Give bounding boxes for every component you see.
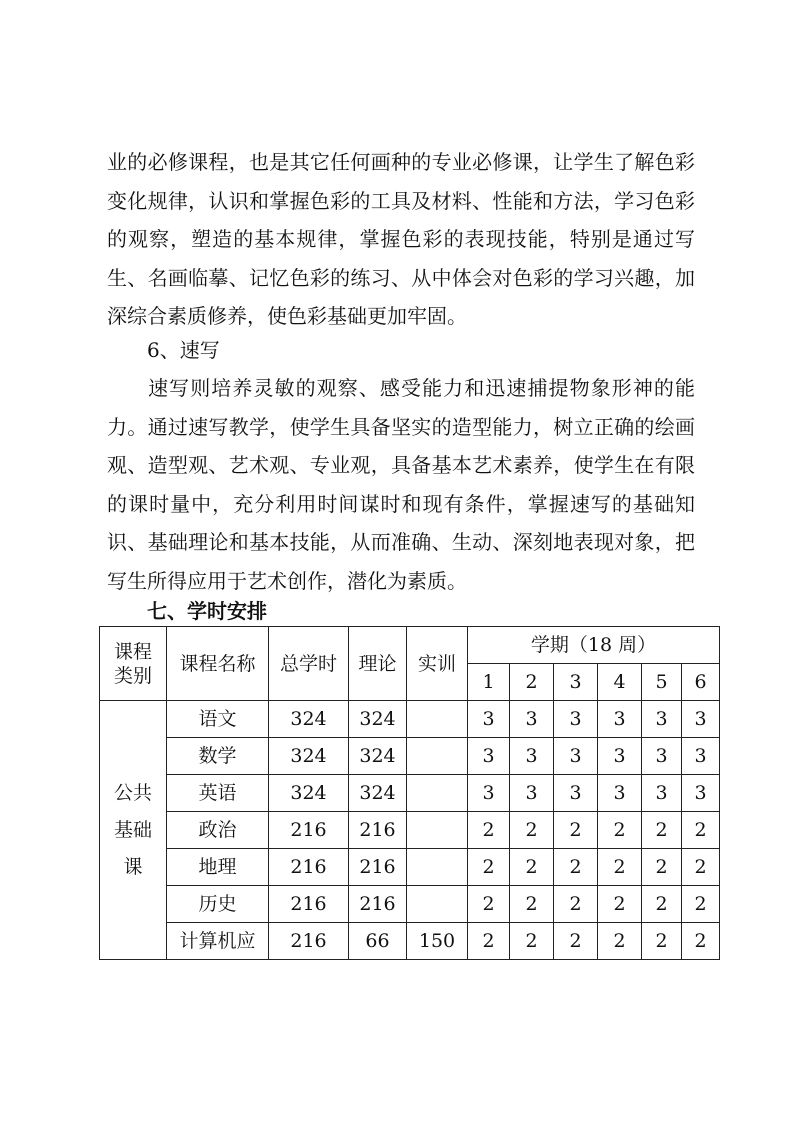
table-row (100, 849, 720, 886)
term-cell: 3 (554, 738, 598, 775)
term-cell: 3 (642, 701, 682, 738)
term-cell: 2 (598, 923, 642, 960)
practice-cell: 150 (407, 923, 468, 960)
term-cell: 3 (682, 701, 720, 738)
header-category: 课程类别 (100, 627, 167, 701)
theory-cell: 66 (349, 923, 407, 960)
term-cell: 3 (642, 738, 682, 775)
term-cell: 2 (468, 812, 510, 849)
term-cell: 2 (510, 886, 554, 923)
practice-cell (407, 849, 468, 886)
theory-cell: 324 (349, 738, 407, 775)
theory-cell: 216 (349, 886, 407, 923)
term-cell: 3 (598, 738, 642, 775)
table-row (100, 701, 720, 738)
term-cell: 2 (554, 886, 598, 923)
total-hours-cell: 216 (269, 923, 349, 960)
table-row (100, 812, 720, 849)
course-name-cell: 历史 (167, 886, 269, 923)
term-cell: 2 (554, 923, 598, 960)
term-cell: 3 (554, 775, 598, 812)
practice-cell (407, 812, 468, 849)
header-course-name: 课程名称 (167, 627, 269, 701)
header-term-3: 3 (554, 664, 598, 701)
course-name-cell: 政治 (167, 812, 269, 849)
term-cell: 2 (682, 849, 720, 886)
table-row (100, 886, 720, 923)
term-cell: 2 (468, 849, 510, 886)
paragraph-color-course: 业的必修课程，也是其它任何画种的专业必修课，让学生了解色彩变化规律，认识和掌握色彩的工具及材料、性能和方法，学习色彩的观察，塑造的基本规律，掌握色彩的表现技能，特别是通过写生、名画临摹、记忆色彩的练习、从中体会对色彩的学习兴趣，加深综合素质修养，使色彩基础更加牢固。 (107, 150, 695, 329)
term-cell: 2 (554, 812, 598, 849)
course-name-cell: 计算机应 (167, 923, 269, 960)
term-cell: 2 (682, 886, 720, 923)
header-semester: 学期（18 周） (468, 627, 720, 664)
term-cell: 2 (468, 886, 510, 923)
paragraph-sketching-text: 速写则培养灵敏的观察、感受能力和迅速捕提物象形神的能力。通过速写教学，使学生具备坚实的造型能力，树立正确的绘画观、造型观、艺术观、专业观，具备基本艺术素养，使学生在有限的课时量中，充分利用时间谋时和现有条件，掌握速写的基础知识、基础理论和基本技能，从而准确、生动、深刻地表现对象，把写生所得应用于艺术创作，潜化为素质。 (107, 376, 695, 593)
schedule-table (99, 626, 720, 960)
term-cell: 3 (468, 775, 510, 812)
header-total-hours: 总学时 (269, 627, 349, 701)
table-row (100, 923, 720, 960)
term-cell: 2 (598, 812, 642, 849)
course-name-cell: 地理 (167, 849, 269, 886)
total-hours-cell: 216 (269, 886, 349, 923)
practice-cell (407, 886, 468, 923)
term-cell: 3 (468, 738, 510, 775)
section-title-schedule: 七、学时安排 (147, 599, 267, 623)
term-cell: 2 (598, 886, 642, 923)
term-cell: 3 (468, 701, 510, 738)
heading-sketching: 6、速写 (147, 338, 220, 362)
total-hours-cell: 324 (269, 738, 349, 775)
theory-cell: 324 (349, 775, 407, 812)
paragraph-sketching (107, 369, 695, 601)
term-cell: 2 (468, 923, 510, 960)
term-cell: 2 (598, 849, 642, 886)
term-cell: 3 (642, 775, 682, 812)
term-cell: 3 (682, 738, 720, 775)
header-term-2: 2 (510, 664, 554, 701)
header-theory: 理论 (349, 627, 407, 701)
term-cell: 2 (642, 886, 682, 923)
term-cell: 2 (510, 849, 554, 886)
header-term-1: 1 (468, 664, 510, 701)
term-cell: 3 (510, 775, 554, 812)
term-cell: 3 (598, 701, 642, 738)
total-hours-cell: 324 (269, 701, 349, 738)
theory-cell: 324 (349, 701, 407, 738)
term-cell: 2 (510, 923, 554, 960)
total-hours-cell: 216 (269, 849, 349, 886)
term-cell: 3 (510, 738, 554, 775)
category-cell: 公共基础课 (100, 701, 167, 960)
term-cell: 2 (510, 812, 554, 849)
term-cell: 2 (682, 812, 720, 849)
header-term-4: 4 (598, 664, 642, 701)
term-cell: 2 (682, 923, 720, 960)
table-header-row (100, 627, 720, 664)
term-cell: 2 (642, 812, 682, 849)
theory-cell: 216 (349, 812, 407, 849)
practice-cell (407, 701, 468, 738)
table-row (100, 738, 720, 775)
header-term-5: 5 (642, 664, 682, 701)
practice-cell (407, 775, 468, 812)
header-practice: 实训 (407, 627, 468, 701)
course-name-cell: 数学 (167, 738, 269, 775)
table-row (100, 775, 720, 812)
term-cell: 2 (642, 923, 682, 960)
term-cell: 3 (598, 775, 642, 812)
practice-cell (407, 738, 468, 775)
course-name-cell: 语文 (167, 701, 269, 738)
total-hours-cell: 216 (269, 812, 349, 849)
term-cell: 3 (554, 701, 598, 738)
theory-cell: 216 (349, 849, 407, 886)
term-cell: 3 (510, 701, 554, 738)
term-cell: 2 (554, 849, 598, 886)
course-name-cell: 英语 (167, 775, 269, 812)
term-cell: 3 (682, 775, 720, 812)
total-hours-cell: 324 (269, 775, 349, 812)
header-term-6: 6 (682, 664, 720, 701)
term-cell: 2 (642, 849, 682, 886)
